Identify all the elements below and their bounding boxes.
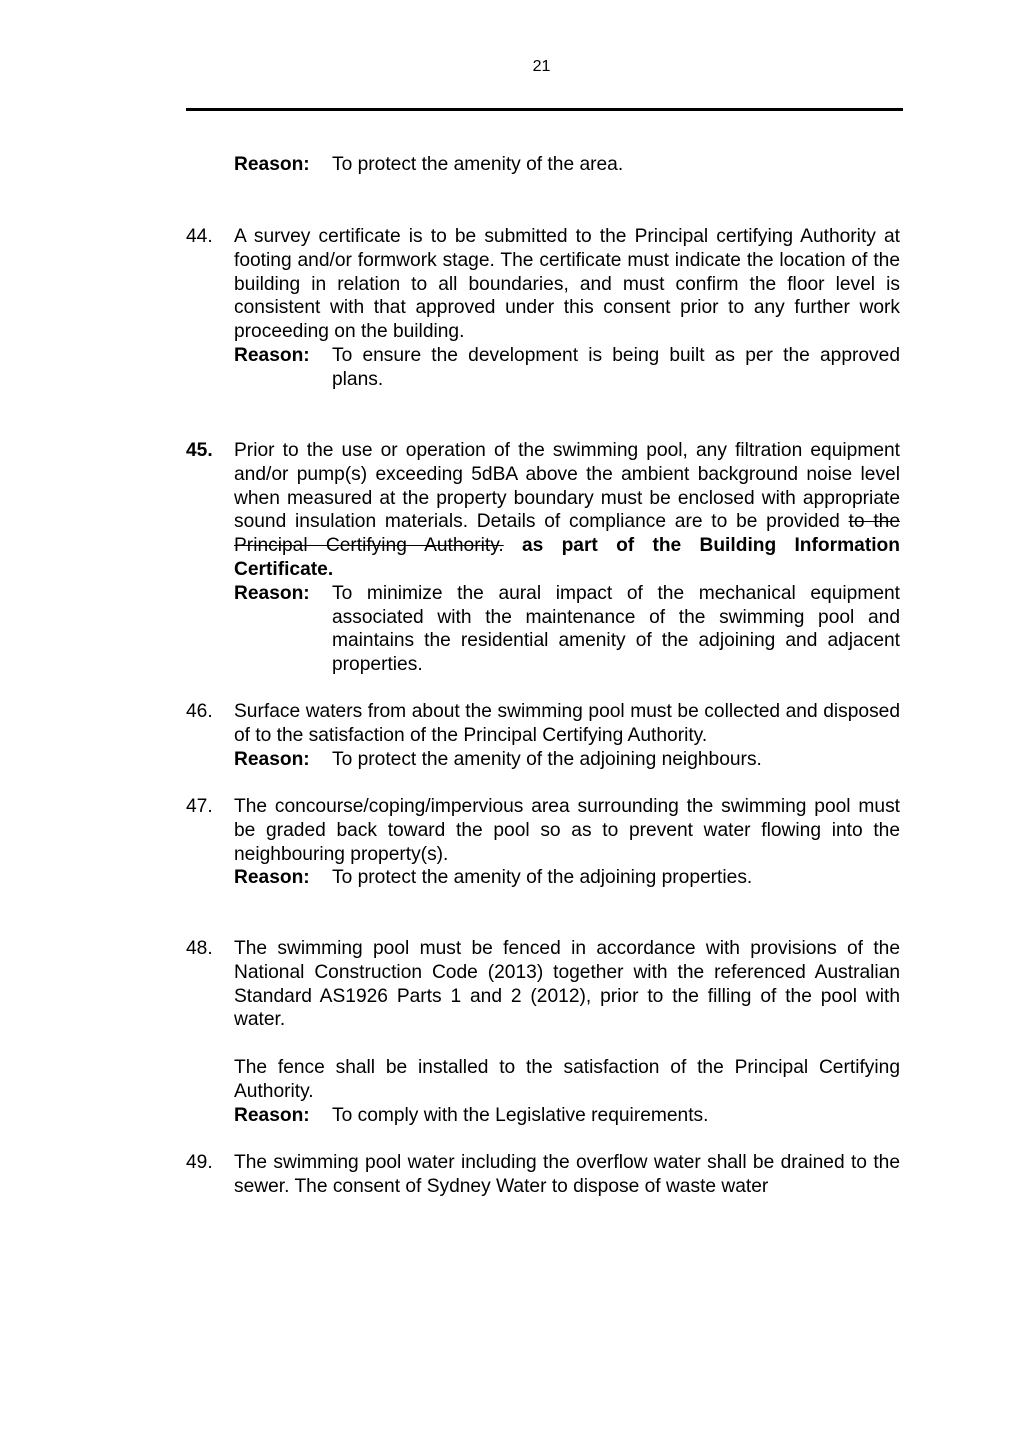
page-number: 21 (532, 58, 551, 75)
condition-text (234, 439, 900, 582)
condition-number: 47. (186, 796, 213, 817)
condition-text: The swimming pool must be fenced in accordance with provisions of the National Construction Code (2013) together with the referenced Australian Standard AS1926 Parts 1 and 2 (2012), prior to the filling of the pool with water. (234, 938, 900, 1031)
reason-top (186, 153, 900, 177)
reason-label: Reason: (234, 582, 310, 604)
reason-label: Reason: (234, 154, 310, 175)
condition-number: 48. (186, 938, 213, 959)
reason-text: To protect the amenity of the area. (332, 154, 624, 175)
reason-text: To protect the amenity of the adjoining properties. (332, 867, 753, 889)
condition-number: 45. (186, 440, 213, 461)
condition-text: Surface waters from about the swimming pool must be collected and disposed of to the satisfaction of the Principal Certifying Authority. (234, 701, 900, 746)
reason-label: Reason: (234, 344, 310, 366)
condition-45 (186, 439, 900, 677)
reason-text: To ensure the development is being built as per the approved plans. (332, 344, 900, 390)
condition-number: 44. (186, 226, 213, 247)
condition-49 (186, 1151, 900, 1199)
condition-46 (186, 700, 900, 771)
reason-label: Reason: (234, 748, 310, 770)
condition-text: The swimming pool water including the overflow water shall be drained to the sewer. The consent of Sydney Water to dispose of waste water (234, 1152, 900, 1197)
reason-label: Reason: (234, 1104, 310, 1126)
condition-text: The concourse/coping/impervious area surrounding the swimming pool must be graded back toward the pool so as to prevent water flowing into the neighbouring property(s). (234, 796, 900, 865)
reason-text: To minimize the aural impact of the mechanical equipment associated with the maintenance of the swimming pool and maintains the residential amenity of the adjoining and adjacent properties. (332, 582, 900, 676)
added-text: as part of the Building Information Certificate. (234, 535, 900, 580)
reason-label: Reason: (234, 867, 310, 889)
condition-48 (186, 937, 900, 1127)
reason-text: To protect the amenity of the adjoining neighbours. (332, 748, 762, 770)
condition-text-2: The fence shall be installed to the satisfaction of the Principal Certifying Authority. (234, 1056, 900, 1102)
reason-text: To comply with the Legislative requirements. (332, 1104, 709, 1126)
header-rule (186, 108, 903, 111)
condition-47 (186, 795, 900, 890)
condition-44 (186, 225, 900, 392)
condition-number: 46. (186, 701, 213, 722)
condition-text-original: Prior to the use or operation of the swimming pool, any filtration equipment and/or pump(s) exceeding 5dBA above the ambient background noise level when measured at the property boundary must be enclosed with appropriate sound insulation materials. Details of compliance are to be provided (234, 440, 900, 533)
struck-text: to the Principal Certifying Authority. (234, 511, 900, 557)
condition-number: 49. (186, 1152, 213, 1173)
condition-text: A survey certificate is to be submitted to the Principal certifying Authority at footing and/or formwork stage. The certificate must indicate the location of the building in relation to all boundaries, and must confirm the floor level is consistent with that approved under this consent prior to any further work proceeding on the building. (234, 226, 900, 343)
